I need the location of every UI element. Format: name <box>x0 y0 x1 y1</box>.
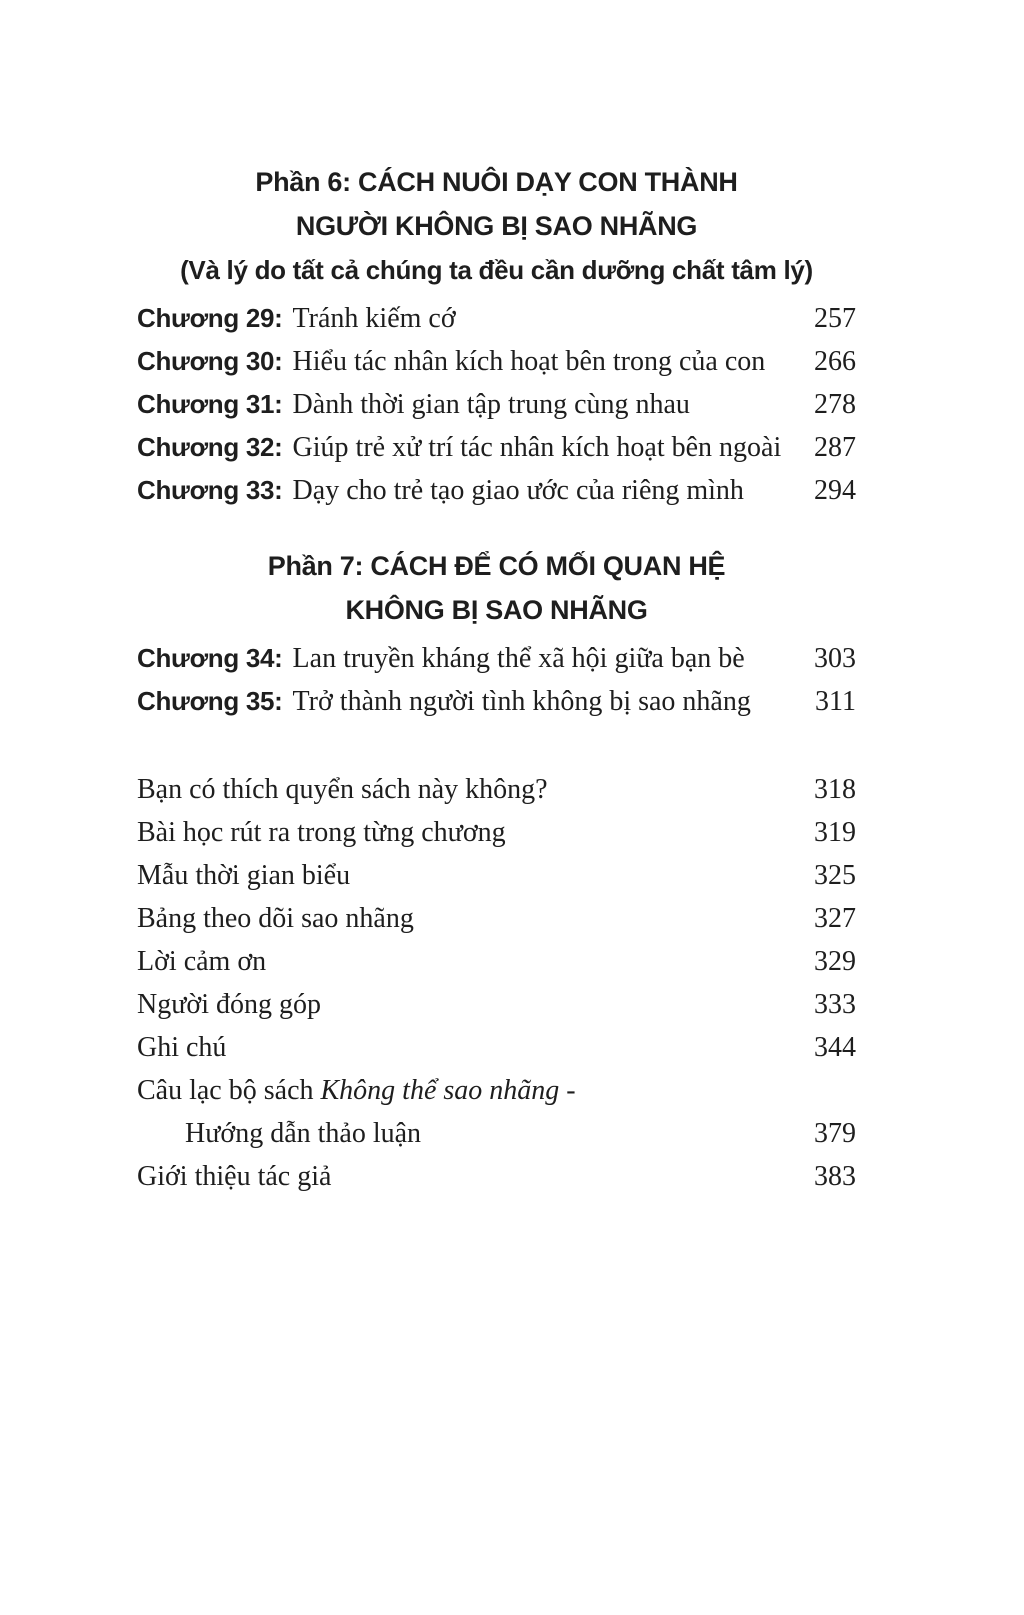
chapter-title: Dạy cho trẻ tạo giao ước của riêng mình <box>292 475 744 506</box>
page-number: 257 <box>814 303 856 334</box>
backmatter-title: Mẫu thời gian biểu <box>137 860 351 891</box>
chapter-label: Chương 34: <box>137 643 283 673</box>
backmatter-title: Bài học rút ra trong từng chương <box>137 817 506 848</box>
page-number: 294 <box>814 475 856 506</box>
toc-entry <box>137 1026 856 1069</box>
chapter-label: Chương 32: <box>137 432 283 462</box>
book-club-suffix: - <box>559 1075 576 1106</box>
part7-block <box>137 544 856 723</box>
toc-entry <box>137 637 856 680</box>
page-number: 383 <box>814 1161 856 1192</box>
part6-subtitle: (Và lý do tất cả chúng ta đều cần dưỡng chất tâm lý) <box>180 255 813 285</box>
toc-entry <box>137 469 856 512</box>
page-number: 325 <box>814 860 856 891</box>
toc-entry <box>137 1155 856 1198</box>
chapter-title: Lan truyền kháng thể xã hội giữa bạn bè <box>292 643 745 674</box>
book-club-prefix: Câu lạc bộ sách <box>137 1075 321 1106</box>
part6-heading-line2: NGƯỜI KHÔNG BỊ SAO NHÃNG <box>295 211 698 241</box>
toc-entry <box>137 811 856 854</box>
page-number: 344 <box>814 1032 856 1063</box>
backmatter-title: Người đóng góp <box>137 989 321 1020</box>
chapter-title: Tránh kiếm cớ <box>292 303 456 334</box>
book-club-title-italic: Không thể sao nhãng <box>320 1075 560 1106</box>
part7-chapter-list <box>137 637 856 723</box>
backmatter-title: Giới thiệu tác giả <box>137 1161 332 1192</box>
toc-entry <box>137 940 856 983</box>
page-number: 287 <box>814 432 856 463</box>
chapter-title: Dành thời gian tập trung cùng nhau <box>292 389 690 420</box>
table-of-contents <box>137 160 856 1198</box>
page-number: 329 <box>814 946 856 977</box>
page-number: 318 <box>814 774 856 805</box>
toc-entry <box>137 983 856 1026</box>
backmatter-title: Lời cảm ơn <box>137 946 267 977</box>
backmatter-list <box>137 768 856 1198</box>
page-number: 379 <box>814 1118 856 1149</box>
toc-entry <box>137 340 856 383</box>
page-number: 311 <box>815 686 856 717</box>
backmatter-title: Bạn có thích quyển sách này không? <box>137 774 548 805</box>
toc-entry <box>137 768 856 811</box>
backmatter-title <box>137 1069 856 1112</box>
toc-entry <box>137 854 856 897</box>
chapter-label: Chương 29: <box>137 303 283 333</box>
backmatter-title: Ghi chú <box>137 1032 227 1063</box>
page-number: 303 <box>814 643 856 674</box>
part7-heading-line2: KHÔNG BỊ SAO NHÃNG <box>345 595 648 625</box>
toc-entry <box>137 383 856 426</box>
page-number: 319 <box>814 817 856 848</box>
chapter-label: Chương 30: <box>137 346 283 376</box>
chapter-label: Chương 31: <box>137 389 283 419</box>
chapter-title: Giúp trẻ xử trí tác nhân kích hoạt bên ngoài <box>292 432 782 463</box>
page-number: 266 <box>814 346 856 377</box>
page-number: 327 <box>814 903 856 934</box>
backmatter-title: Hướng dẫn thảo luận <box>185 1118 422 1149</box>
toc-entry <box>137 426 856 469</box>
toc-entry-book-club <box>137 1069 856 1112</box>
chapter-title: Hiểu tác nhân kích hoạt bên trong của con <box>292 346 766 377</box>
toc-entry <box>137 680 856 723</box>
page-number: 278 <box>814 389 856 420</box>
chapter-title: Trở thành người tình không bị sao nhãng <box>292 686 751 717</box>
page-number: 333 <box>814 989 856 1020</box>
chapter-label: Chương 35: <box>137 686 283 716</box>
toc-entry <box>137 297 856 340</box>
part6-chapter-list <box>137 297 856 512</box>
toc-entry <box>137 1112 856 1155</box>
part7-heading-line1: Phần 7: CÁCH ĐỂ CÓ MỐI QUAN HỆ <box>267 551 726 581</box>
part6-heading-line1: Phần 6: CÁCH NUÔI DẠY CON THÀNH <box>255 167 738 197</box>
toc-entry <box>137 897 856 940</box>
backmatter-title: Bảng theo dõi sao nhãng <box>137 903 414 934</box>
part6-block <box>137 160 856 512</box>
chapter-label: Chương 33: <box>137 475 283 505</box>
